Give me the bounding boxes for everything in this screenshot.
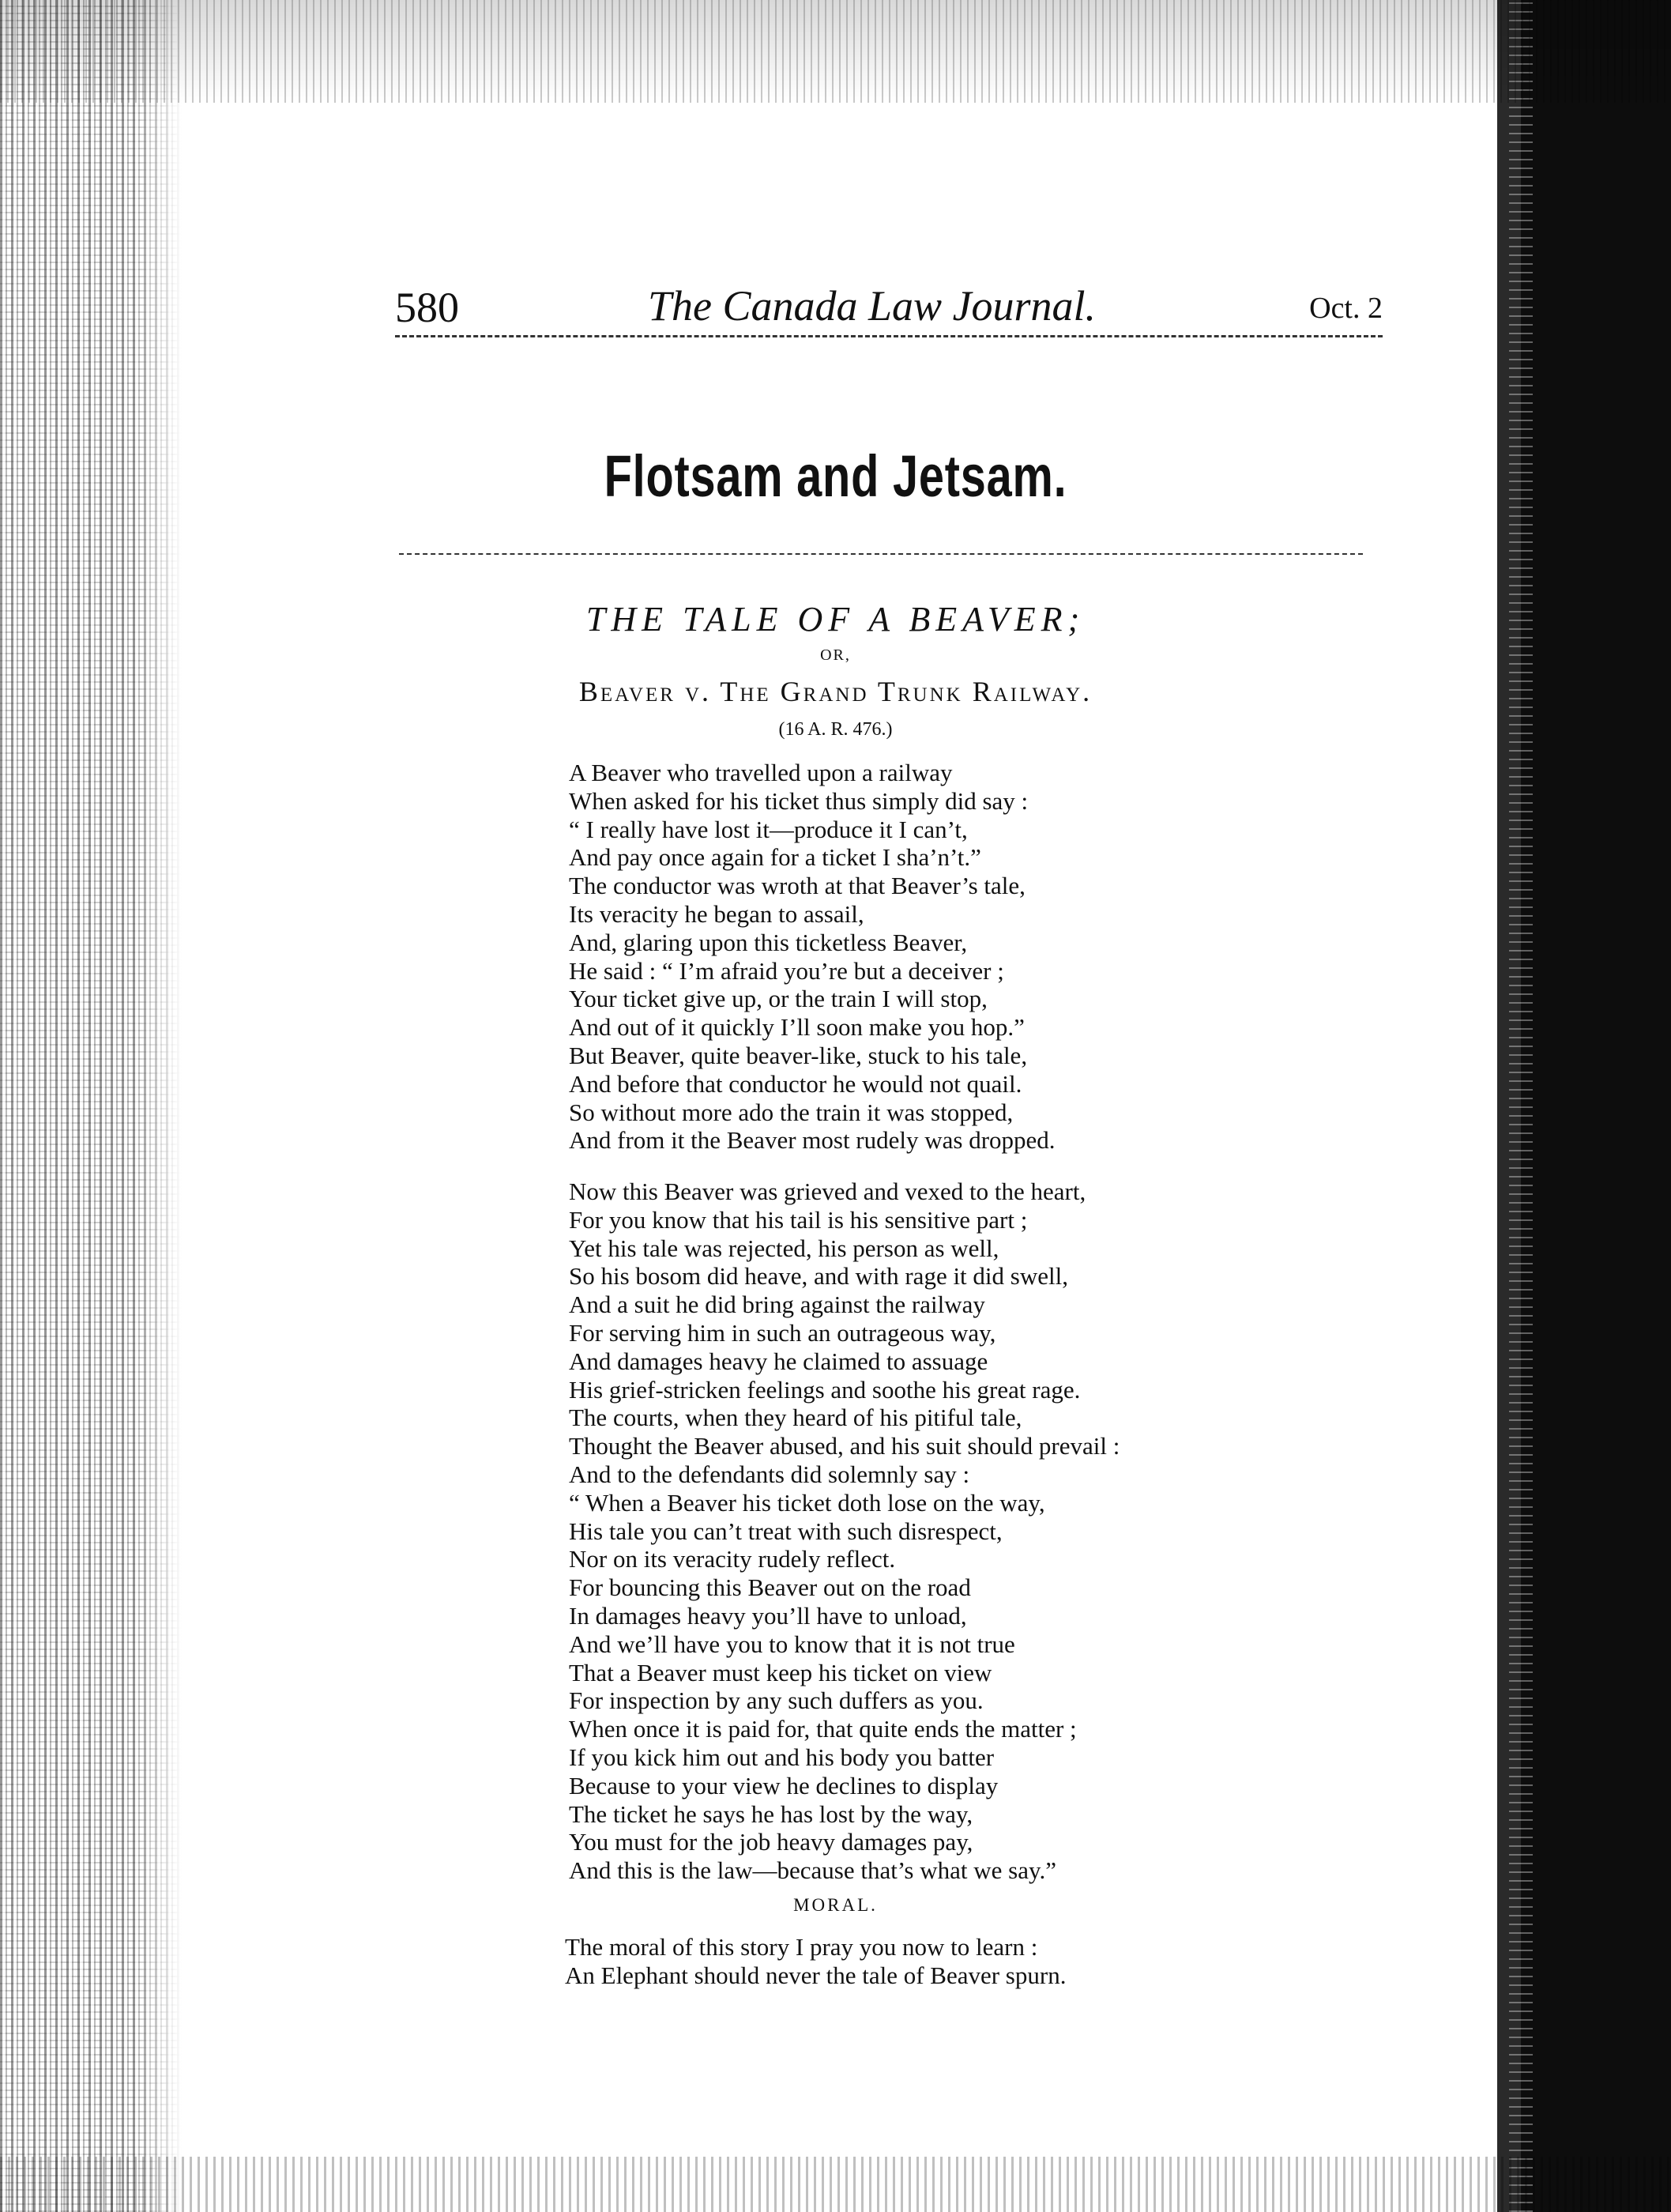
poem-line: The conductor was wroth at that Beaver’s tale,	[569, 872, 1026, 900]
issue-date: Oct. 2	[1309, 292, 1383, 325]
poem-line: For you know that his tail is his sensitive part ;	[569, 1205, 1028, 1234]
poem-line: And a suit he did bring against the railway	[569, 1291, 985, 1319]
poem-line: Its veracity he began to assail,	[569, 899, 864, 928]
poem-line: Thought the Beaver abused, and his suit should prevail :	[569, 1432, 1120, 1460]
stanza-1	[569, 759, 1517, 1155]
poem-line: The ticket he says he has lost by the way,	[569, 1799, 973, 1828]
poem-line: In damages heavy you’ll have to unload,	[569, 1601, 967, 1630]
poem-line: “ When a Beaver his ticket doth lose on the way,	[569, 1488, 1045, 1517]
section-rule	[399, 553, 1363, 555]
poem-subtitle: Beaver v. The Grand Trunk Railway.	[578, 676, 1093, 707]
poem-line: And from it the Beaver most rudely was dropped.	[569, 1126, 1056, 1155]
scan-edge-top	[0, 0, 1671, 103]
poem-line: And, glaring upon this ticketless Beaver,	[569, 928, 968, 956]
journal-title: The Canada Law Journal.	[648, 282, 1097, 330]
poem-line: His grief-stricken feelings and soothe his great rage.	[569, 1375, 1081, 1404]
poem-line: When once it is paid for, that quite ends the matter ;	[569, 1715, 1077, 1743]
poem-line: An Elephant should never the tale of Beaver spurn.	[565, 1961, 1067, 1989]
poem-citation: (16 A. R. 476.)	[778, 719, 893, 740]
poem-line: But Beaver, quite beaver-like, stuck to his tale,	[569, 1041, 1028, 1069]
poem-line: And we’ll have you to know that it is not true	[569, 1630, 1015, 1658]
poem-line: The moral of this story I pray you now to learn :	[565, 1933, 1038, 1961]
poem-line: And pay once again for a ticket I sha’n’t.”	[569, 843, 981, 872]
poem-title: THE TALE OF A BEAVER;	[585, 600, 1086, 639]
poem-line: You must for the job heavy damages pay,	[569, 1828, 973, 1856]
poem-line: So without more ado the train it was stopped,	[569, 1098, 1014, 1126]
running-head	[395, 277, 1383, 340]
section-heading: Flotsam and Jetsam.	[604, 443, 1067, 509]
poem-line: Nor on its veracity rudely reflect.	[569, 1545, 896, 1573]
poem-line: And out of it quickly I’ll soon make you hop.”	[569, 1013, 1025, 1042]
poem-line: “ I really have lost it—produce it I can’t,	[569, 815, 968, 843]
moral-heading: MORAL.	[793, 1895, 878, 1915]
page-number: 580	[395, 284, 459, 331]
poem-line: And to the defendants did solemnly say :	[569, 1460, 970, 1488]
poem-line: And before that conductor he would not quail.	[569, 1069, 1022, 1098]
poem-line: His tale you can’t treat with such disrespect,	[569, 1517, 1003, 1545]
moral-text	[565, 1933, 1513, 1990]
poem-or: OR,	[820, 646, 851, 664]
poem-line: So his bosom did heave, and with rage it did swell,	[569, 1262, 1068, 1291]
poem-line: For bouncing this Beaver out on the road	[569, 1573, 971, 1602]
poem-line: Yet his tale was rejected, his person as well,	[569, 1234, 999, 1262]
stanza-2	[569, 1178, 1517, 1885]
header-rule	[395, 335, 1383, 337]
poem-line: And this is the law—because that’s what we say.”	[569, 1856, 1056, 1885]
poem-line: Your ticket give up, or the train I will stop,	[569, 985, 988, 1013]
poem-line: The courts, when they heard of his pitiful tale,	[569, 1404, 1022, 1432]
poem-line: Now this Beaver was grieved and vexed to the heart,	[569, 1178, 1086, 1205]
poem-line: Because to your view he declines to display	[569, 1771, 999, 1799]
poem-line: For inspection by any such duffers as you.	[569, 1686, 984, 1715]
scan-edge-bottom	[0, 2157, 1671, 2212]
poem-line: He said : “ I’m afraid you’re but a deceiver ;	[569, 956, 1004, 985]
poem-line: For serving him in such an outrageous way,	[569, 1318, 996, 1347]
poem-line: That a Beaver must keep his ticket on view	[569, 1658, 992, 1686]
poem-line: A Beaver who travelled upon a railway	[569, 759, 953, 786]
scan-edge-left	[0, 0, 182, 2212]
poem-line: And damages heavy he claimed to assuage	[569, 1347, 988, 1375]
poem-line: When asked for his ticket thus simply did say :	[569, 786, 1029, 815]
poem-line: If you kick him out and his body you batter	[569, 1743, 995, 1771]
